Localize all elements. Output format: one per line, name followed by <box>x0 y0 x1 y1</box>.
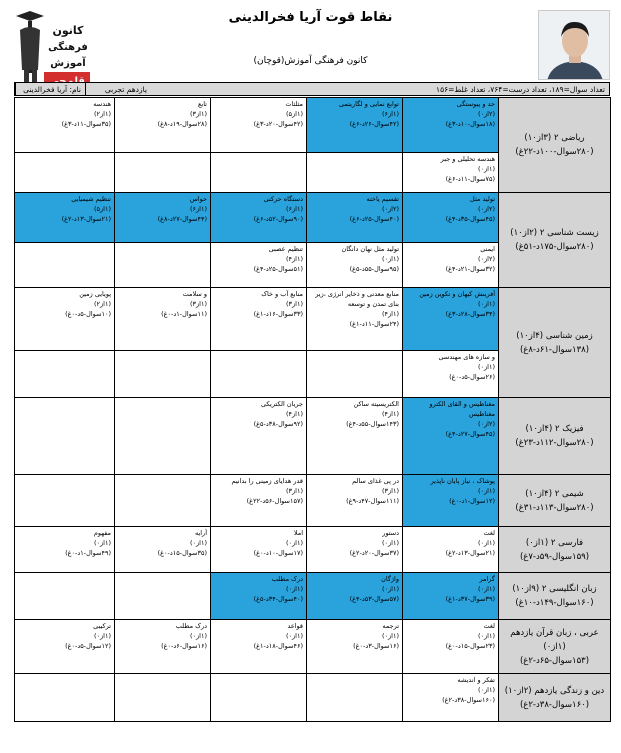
topic-name: پوشاک ، نیاز پایان ناپذیر <box>430 477 495 485</box>
topic-ratio: (۱از۰) <box>477 300 495 308</box>
topic-ratio: (۱از۳) <box>381 487 399 495</box>
topic-stats: (۹۰سوال-۵۲د-۶غ) <box>253 215 303 223</box>
topic-stats: (۱۶سوال-۶د-۰غ) <box>161 642 207 650</box>
topic-cell <box>307 243 403 288</box>
topic-cell <box>307 475 403 527</box>
topic-name: قدر هدایای زمینی را بدانیم <box>231 477 303 485</box>
topic-name: درک مطلب <box>175 622 207 630</box>
topic-name: تنظیم شیمیایی <box>71 195 111 203</box>
topic-cell <box>211 288 307 351</box>
topic-stats: (۱۷سوال-۱۰د-۰غ) <box>253 549 303 557</box>
topic-stats: (۹۲سوال-۳۸د-۵غ) <box>253 420 303 428</box>
topic-stats: (۱۱سوال-۱د-۰غ) <box>161 310 207 318</box>
empty-cell <box>15 351 115 398</box>
empty-cell <box>115 243 211 288</box>
topic-name: مثلثات <box>285 100 303 108</box>
topic-cell <box>115 193 211 243</box>
topic-cell <box>15 98 115 153</box>
topic-name: لغت <box>483 529 495 537</box>
topic-cell <box>115 288 211 351</box>
empty-cell <box>15 153 115 193</box>
table-row <box>15 475 611 527</box>
student-grade: یازدهم تجربی <box>85 83 151 95</box>
topic-stats: (۱۵۷سوال-۵۶د-۲۲غ) <box>246 497 303 505</box>
subject-name: ریاضی ۲ (۳از۱۰) <box>524 133 585 143</box>
empty-cell <box>115 573 211 620</box>
empty-cell <box>307 674 403 722</box>
subject-stats: (۲۸۰سوال-۱۰۰د-۲۲غ) <box>515 147 594 157</box>
empty-cell <box>307 153 403 193</box>
topic-name: در پی غذای سالم <box>352 477 399 485</box>
topic-cell <box>307 573 403 620</box>
topic-ratio: (۱از۳) <box>189 110 207 118</box>
topic-ratio: (۱از۰) <box>93 539 111 547</box>
topic-cell <box>15 620 115 674</box>
topic-stats: (۵۷سوال-۵۳د-۴غ) <box>349 595 399 603</box>
logo-line-1: کانون <box>52 24 84 37</box>
subject-stats: (۱۵۳سوال-۶۵د-۲غ) <box>519 655 590 666</box>
topic-stats: (۲۱سوال-۱۳د-۲غ) <box>61 215 111 223</box>
topic-ratio: (۱از۳) <box>285 300 303 308</box>
topic-cell <box>211 620 307 674</box>
topic-name: مفهوم <box>93 529 111 537</box>
topic-stats: (۲۱سوال-۱۳د-۲غ) <box>445 549 495 557</box>
topic-stats: (۳۲سوال-۲۱د-۴غ) <box>445 265 495 273</box>
topic-stats: (۲۶سوال-۵د-۰غ) <box>449 373 495 381</box>
topic-ratio: (۱از۰) <box>285 539 303 547</box>
table-row <box>15 398 611 475</box>
topic-cell <box>403 98 499 153</box>
topic-stats: (۴۹سوال-۱د-۰غ) <box>65 549 111 557</box>
topic-ratio: (۱از۴) <box>381 310 399 318</box>
logo-line-2: فرهنگی <box>48 42 88 53</box>
topic-name: الکتریسیته ساکن <box>353 400 399 408</box>
strengths-table <box>14 97 611 722</box>
topic-cell <box>307 98 403 153</box>
topic-ratio: (۱از۰) <box>381 632 399 640</box>
topic-cell <box>403 193 499 243</box>
topic-cell <box>403 573 499 620</box>
topic-stats: (۵۱سوال-۲۵د-۴غ) <box>253 265 303 273</box>
empty-cell <box>307 351 403 398</box>
subject-stats: (۱۳۸سوال-۶۱د-۸غ) <box>519 344 590 355</box>
topic-ratio: (۱از۶) <box>381 110 399 118</box>
topic-name: هندسه <box>93 100 111 108</box>
topic-stats: (۹۵سوال-۵۵د-۵غ) <box>349 265 399 273</box>
topic-name: پویایی زمین <box>79 290 111 298</box>
topic-stats: (۴۰سوال-۳۴د-۵غ) <box>253 595 303 603</box>
topic-stats: (۱۱۱سوال-۴۷د-۹غ) <box>346 497 399 505</box>
topic-ratio: (۱از۰) <box>381 585 399 593</box>
topic-name: لغت <box>483 622 495 630</box>
topic-name: آفرینش کیهان و تکوین زمین <box>419 290 495 298</box>
topic-ratio: (۲از۰) <box>477 110 495 118</box>
topic-name: تولید مثل نهان دانگان <box>341 245 399 253</box>
topic-cell <box>115 527 211 573</box>
topic-cell <box>403 153 499 193</box>
topic-ratio: (۱از۰) <box>477 487 495 495</box>
topic-stats: (۴۵سوال-۳۵د-۴غ) <box>445 215 495 223</box>
topic-stats: (۴۲سوال-۲۶د-۶غ) <box>349 120 399 128</box>
topic-stats: (۱۶۰سوال-۳۸د-۲غ) <box>442 696 495 704</box>
topic-stats: (۳۴سوال-۲۸د-۳غ) <box>445 310 495 318</box>
topic-cell <box>211 398 307 475</box>
subject-name: زیست شناسی ۲ (۲از۱۰) <box>510 228 599 238</box>
topic-stats: (۲۸سوال-۱۹د-۸غ) <box>157 120 207 128</box>
topic-ratio: (۲از۰) <box>477 205 495 213</box>
topic-ratio: (۱از۰) <box>189 632 207 640</box>
table-row <box>15 193 611 243</box>
topic-cell <box>211 243 307 288</box>
topic-ratio: (۱از۳) <box>189 300 207 308</box>
subject-cell <box>499 193 611 288</box>
topic-name: واژگان <box>381 575 399 583</box>
empty-cell <box>115 398 211 475</box>
topic-name: تولید مثل <box>470 195 495 203</box>
empty-cell <box>211 674 307 722</box>
topic-stats: (۱۶سوال-۳د-۰غ) <box>353 642 399 650</box>
topic-ratio: (۱از۴) <box>285 410 303 418</box>
topic-ratio: (۱از۳) <box>285 487 303 495</box>
topic-stats: (۳۹سوال-۳۷د-۱غ) <box>445 595 495 603</box>
topic-ratio: (۱از۰) <box>285 585 303 593</box>
topic-name: تفکر و اندیشه <box>457 676 495 684</box>
topic-name: و سلامت <box>182 290 207 298</box>
topic-name: حد و پیوستگی <box>456 100 495 108</box>
topic-stats: (۱۰سوال-۵د-۰غ) <box>65 310 111 318</box>
topic-stats: (۳۷سوال-۲۰د-۲غ) <box>349 549 399 557</box>
page-title: نقاط قوت آریا فخرالدینی <box>228 10 393 25</box>
topic-cell <box>307 288 403 351</box>
topic-ratio: (۲از۰) <box>381 205 399 213</box>
topic-ratio: (۲از۰) <box>477 420 495 428</box>
subject-name: عربی ، زبان قرآن یازدهم (۱از۰) <box>510 627 599 652</box>
topic-name: و سازه های مهندسی <box>438 353 495 361</box>
topic-ratio: (۱از۰) <box>189 539 207 547</box>
topic-cell <box>307 193 403 243</box>
topic-cell <box>403 288 499 351</box>
topic-cell <box>403 527 499 573</box>
topic-ratio: (۱از۰) <box>285 632 303 640</box>
empty-cell <box>15 573 115 620</box>
topic-stats: (۲۳سوال-۱۵د-۰غ) <box>445 642 495 650</box>
subject-stats: (۱۶۰سوال-۳۸د-۲غ) <box>519 699 590 710</box>
empty-cell <box>115 351 211 398</box>
empty-cell <box>15 475 115 527</box>
topic-ratio: (۱از۲) <box>93 110 111 118</box>
topic-stats: (۳۵سوال-۱۵د-۰غ) <box>157 549 207 557</box>
subject-name: دین و زندگی یازدهم (۲از۱۰) <box>504 685 605 696</box>
topic-stats: (۲۴سوال-۱۱د-۱غ) <box>349 320 399 328</box>
test-stats: تعداد سوال=۱۸۹، تعداد درست=۷۶۴، تعداد غلط=۱۵۶ <box>436 85 605 94</box>
topic-cell <box>403 475 499 527</box>
subject-name: شیمی ۲ (۴از۱۰) <box>525 488 584 499</box>
topic-cell <box>15 193 115 243</box>
topic-cell <box>307 398 403 475</box>
topic-stats: (۱۲سوال-۵د-۰غ) <box>65 642 111 650</box>
topic-cell <box>403 398 499 475</box>
topic-name: درک مطلب <box>271 575 303 583</box>
subject-cell <box>499 288 611 398</box>
topic-stats: (۷۵سوال-۱۱د-۶غ) <box>445 175 495 183</box>
topic-ratio: (۱از۰) <box>381 539 399 547</box>
topic-name: ترجمه <box>382 622 399 630</box>
topic-stats: (۴۶سوال-۱۸د-۱غ) <box>253 642 303 650</box>
topic-ratio: (۱از۰) <box>477 539 495 547</box>
topic-cell <box>211 98 307 153</box>
subject-cell <box>499 573 611 620</box>
topic-stats: (۱۴۳سوال-۵۵د-۴غ) <box>346 420 399 428</box>
topic-ratio: (۱از۴) <box>285 255 303 263</box>
topic-ratio: (۱از۰) <box>477 363 495 371</box>
topic-name: آرایه <box>194 529 207 537</box>
topic-name: ترکیبی <box>93 622 111 630</box>
topic-ratio: (۱از۴) <box>381 410 399 418</box>
topic-stats: (۴۰سوال-۲۵د-۶غ) <box>349 215 399 223</box>
topic-cell <box>115 98 211 153</box>
topic-cell <box>211 475 307 527</box>
topic-cell <box>307 620 403 674</box>
topic-ratio: (۱از۰) <box>477 585 495 593</box>
topic-stats: (۱۸سوال-۱۰د-۳غ) <box>445 120 495 128</box>
topic-stats: (۳۳سوال-۱۶د-۱غ) <box>253 310 303 318</box>
empty-cell <box>115 153 211 193</box>
table-row <box>15 674 611 722</box>
topic-cell <box>403 243 499 288</box>
topic-ratio: (۱از۶) <box>189 205 207 213</box>
topic-stats: (۴۲سوال-۲۰د-۳غ) <box>253 120 303 128</box>
topic-ratio: (۱از۰) <box>477 686 495 694</box>
empty-cell <box>115 674 211 722</box>
subject-cell <box>499 398 611 475</box>
table-row <box>15 573 611 620</box>
topic-name: دستور <box>382 529 399 537</box>
topic-stats: (۴۴سوال-۲۷د-۸غ) <box>157 215 207 223</box>
empty-cell <box>115 475 211 527</box>
topic-name: توابع نمایی و لگاریتمی <box>339 100 399 108</box>
subject-stats: (۲۸۰سوال-۱۱۳د-۳۱غ) <box>515 502 594 513</box>
empty-cell <box>15 674 115 722</box>
empty-cell <box>15 243 115 288</box>
topic-cell <box>403 351 499 398</box>
topic-name: تنظیم عصبی <box>268 245 303 253</box>
subject-cell <box>499 674 611 722</box>
topic-name: منابع آب و خاک <box>261 290 303 298</box>
empty-cell <box>211 153 307 193</box>
topic-stats: (۳۵سوال-۱۱د-۳غ) <box>61 120 111 128</box>
subject-cell <box>499 475 611 527</box>
topic-ratio: (۱از۲) <box>93 300 111 308</box>
info-bar <box>14 82 610 96</box>
topic-name: گرامر <box>479 575 495 583</box>
topic-ratio: (۱از۶) <box>285 205 303 213</box>
subject-name: زبان انگلیسی ۲ (۹از۱۰) <box>512 584 597 594</box>
topic-cell <box>211 193 307 243</box>
topic-name: منابع معدنی و ذخایر انرژی ،زیر بنای تمدن و توسعه <box>315 290 399 308</box>
empty-cell <box>211 351 307 398</box>
subject-cell <box>499 527 611 573</box>
subject-name: فارسی ۲ (۱از۰) <box>525 537 584 548</box>
topic-ratio: (۱از۰) <box>477 632 495 640</box>
table-row <box>15 98 611 153</box>
topic-ratio: (۲از۰) <box>477 255 495 263</box>
subject-stats: (۱۶۰سوال-۱۴۹د-۱۰غ) <box>515 598 594 608</box>
topic-name: تابع <box>197 100 207 108</box>
subject-stats: (۲۸۰سوال-۱۱۲د-۲۳غ) <box>515 438 594 448</box>
topic-name: قواعد <box>287 622 303 630</box>
topic-cell <box>307 527 403 573</box>
subject-name: زمین شناسی (۴از۱۰) <box>516 330 593 341</box>
subject-cell <box>499 98 611 193</box>
subject-cell <box>499 620 611 674</box>
student-name: نام: آریا فخرالدینی <box>15 83 85 95</box>
topic-stats: (۴۵سوال-۲۷د-۴غ) <box>445 430 495 438</box>
topic-cell <box>211 573 307 620</box>
topic-ratio: (۱از۰) <box>381 255 399 263</box>
subject-stats: (۲۸۰سوال-۱۷۵د-۵۱غ) <box>515 242 594 252</box>
table-row <box>15 527 611 573</box>
topic-name: ایمنی <box>480 245 495 253</box>
topic-stats: (۱۲سوال-۱د-۰غ) <box>449 497 495 505</box>
subject-stats: (۱۵۹سوال-۵۹د-۷غ) <box>519 551 590 562</box>
topic-name: املا <box>293 529 303 537</box>
topic-cell <box>15 288 115 351</box>
topic-cell <box>403 674 499 722</box>
logo-line-3: آموزش <box>50 58 86 69</box>
topic-name: جریان الکتریکی <box>261 400 303 408</box>
topic-name: مغناطیس و القای الکترو مغناطیس <box>429 400 495 418</box>
empty-cell <box>15 398 115 475</box>
table-row <box>15 620 611 674</box>
topic-name: حواس <box>189 195 207 203</box>
page-subtitle: کانون فرهنگی آموزش(قوچان) <box>253 56 368 66</box>
topic-cell <box>211 527 307 573</box>
topic-ratio: (۱از۵) <box>285 110 303 118</box>
topic-ratio: (۱از۰) <box>93 632 111 640</box>
table-row <box>15 288 611 351</box>
subject-name: فیزیک ۲ (۴از۱۰) <box>525 424 584 434</box>
topic-cell <box>403 620 499 674</box>
topic-cell <box>15 527 115 573</box>
topic-name: تقسیم یاخته <box>366 195 399 203</box>
topic-cell <box>115 620 211 674</box>
topic-ratio: (۱از۵) <box>93 205 111 213</box>
topic-name: هندسه تحلیلی و جبر <box>440 155 495 163</box>
topic-ratio: (۱از۰) <box>477 165 495 173</box>
topic-name: دستگاه حرکتی <box>263 195 303 203</box>
